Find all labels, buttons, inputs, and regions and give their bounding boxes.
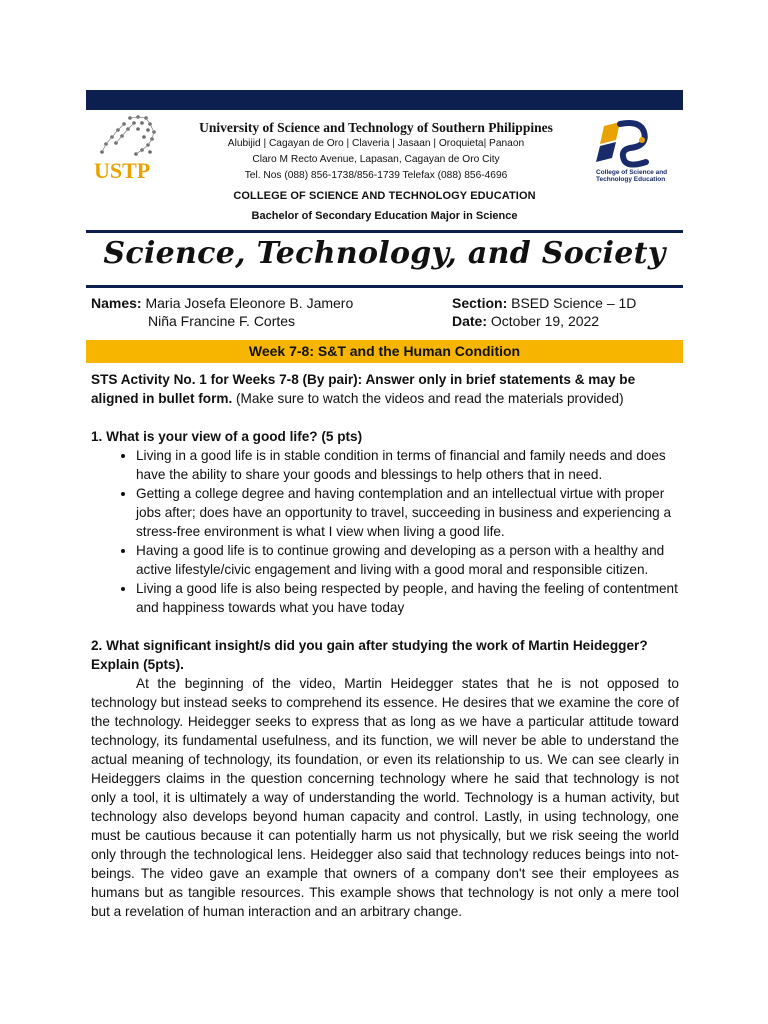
title-rule-bottom: [86, 285, 683, 288]
document-body: [91, 370, 679, 921]
activity-instructions-note: (Make sure to watch the videos and read the materials provided): [232, 391, 624, 406]
week-banner: Week 7-8: S&T and the Human Condition: [86, 340, 683, 363]
list-item: • Having a good life is to continue growing and developing as a person with a healthy and active lifestyle/civic engagement and living with a good moral and responsible citizen.: [136, 541, 679, 579]
names-block: [91, 294, 353, 330]
list-item: • Living a good life is also being respected by people, and having the feeling of contentment and happiness towards what you have today: [136, 579, 679, 617]
question-2: 2. What significant insight/s did you gain after studying the work of Martin Heidegger? Explain (5pts).: [91, 638, 648, 672]
question-1: 1. What is your view of a good life? (5 pts): [91, 429, 363, 444]
name-2: Niña Francine F. Cortes: [148, 313, 296, 329]
answer-1-list: [91, 446, 679, 617]
ustp-logo: [90, 112, 168, 184]
address-line: Claro M Recto Avenue, Lapasan, Cagayan de Oro City: [252, 154, 500, 165]
title-rule-top: [86, 230, 683, 233]
activity-instructions: [91, 370, 679, 408]
name-1: Maria Josefa Eleonore B. Jamero: [145, 295, 354, 311]
svg-text:College of Science and: College of Science and: [596, 169, 668, 176]
cste-logo: [590, 118, 668, 186]
phones-line: Tel. Nos (088) 856-1738/856-1739 Telefax (088) 856-4696: [244, 170, 508, 181]
university-name: University of Science and Technology of Southern Philippines: [199, 120, 553, 135]
svg-text:Technology Education: Technology Education: [596, 176, 666, 183]
ustp-logo-text: USTP: [94, 158, 151, 183]
names-label: Names:: [91, 295, 142, 311]
course-title: Science, Technology, and Society: [103, 236, 666, 271]
answer-2-paragraph: At the beginning of the video, Martin Heidegger states that he is not opposed to technology but instead seeks to comprehend its essence. He desires that we examine the core of the technology. Heidegger seeks to express that as long as we have a particular attitude toward technology, its fundamental usefulness, and its function, we will never be able to understand the actual meaning of technology, its foundation, or even its relationship to us. We can see clearly in Heideggers claims in the question concerning technology where he said that technology is not only a tool, it is ultimately a way of understanding the world. Technology is a human activity, but technology also develops beyond human capacity and control. Lastly, in using technology, one must be cautious because it can potentially harm us not physically, but we risk seeing the world only through the technological lens. Heidegger also said that technology reduces beings into not-beings. The video gave an example that owners of a company don't see their employees as humans but as tangible resources. This example shows that technology is not only a mere tool but a revelation of human interaction and an arbitrary change.: [91, 676, 679, 919]
section-label: Section:: [452, 295, 508, 311]
university-header: [168, 120, 584, 184]
list-item: • Getting a college degree and having contemplation and an intellectual virtue with proper jobs after; does have an opportunity to travel, succeeding in business and experiencing a stress-free environment is what I view when living a good life.: [136, 484, 679, 541]
header-top-bar: [86, 90, 683, 110]
date-value: October 19, 2022: [490, 313, 600, 329]
section-block: [452, 294, 636, 330]
program-name: Bachelor of Secondary Education Major in Science: [251, 210, 518, 222]
activity-instructions-bold: STS Activity No. 1 for Weeks 7-8 (By pair): Answer only in brief statements & may be aligned in bullet form.: [91, 372, 636, 406]
list-item: • Living in a good life is in stable condition in terms of financial and family needs and does have the ability to share your goods and blessings to help others that in need.: [136, 446, 679, 484]
campuses-line: Alubijid | Cagayan de Oro | Claveria | Jasaan | Oroquieta| Panaon: [227, 138, 525, 149]
section-value: BSED Science – 1D: [511, 295, 637, 311]
college-name: COLLEGE OF SCIENCE AND TECHNOLOGY EDUCATION: [233, 190, 536, 202]
date-label: Date:: [452, 313, 488, 329]
